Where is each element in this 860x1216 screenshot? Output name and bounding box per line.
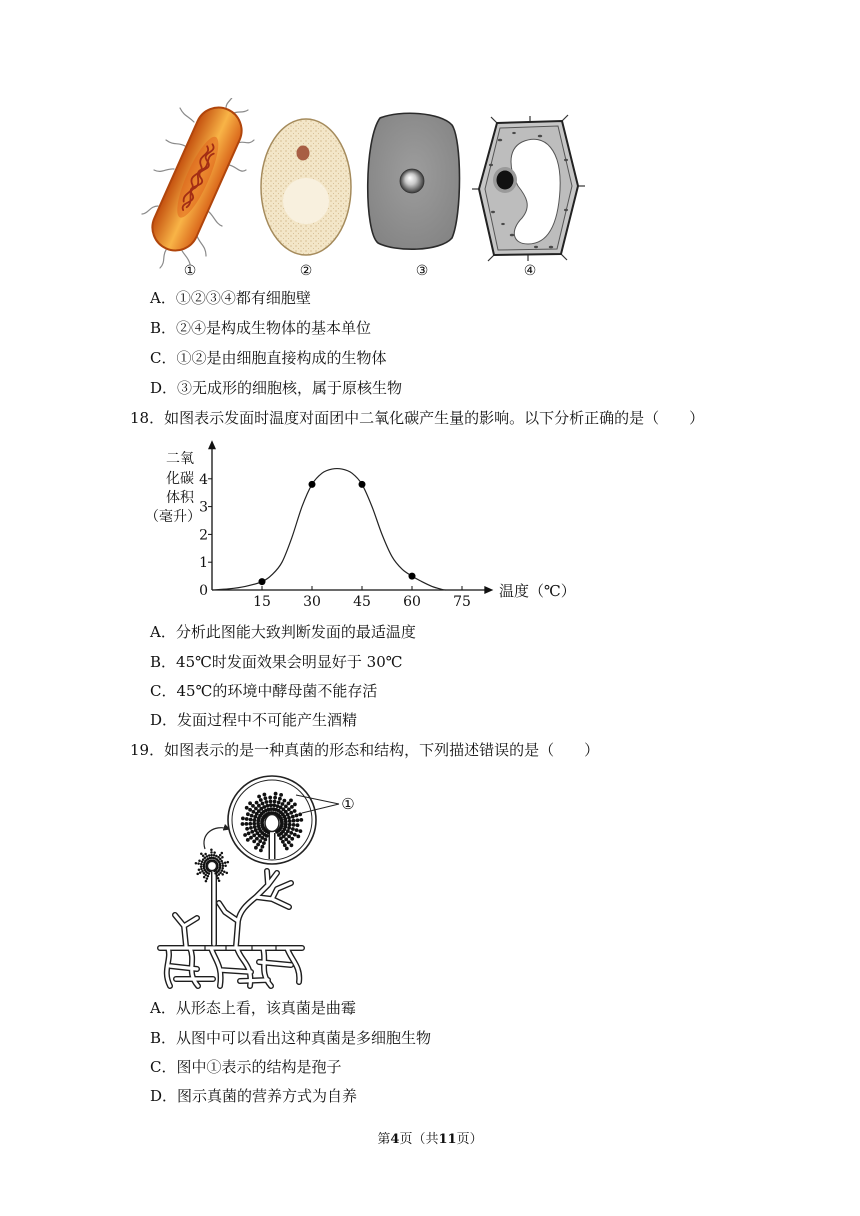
y-axis-label-line-4: （毫升） (145, 509, 201, 525)
q18-option-a: A．分析此图能大致判断发面的最适温度 (150, 623, 416, 641)
data-point-30 (309, 481, 316, 488)
cell-label-1: ① (183, 263, 197, 279)
cell-label-3: ③ (415, 263, 429, 279)
cell-label-4: ④ (523, 263, 537, 279)
q17-option-b: B．②④是构成生物体的基本单位 (150, 319, 372, 337)
q19-option-a: A．从形态上看，该真菌是曲霉 (150, 999, 356, 1017)
q17-option-d: D．③无成形的细胞核，属于原核生物 (150, 379, 403, 397)
y-tick-label-4: 4 (199, 471, 208, 488)
co2-curve-line (212, 469, 445, 590)
x-tick-label-15: 15 (253, 594, 271, 610)
q17-cell-figure (140, 98, 590, 283)
x-tick-label-75: 75 (453, 594, 471, 610)
q19-stem: 19．如图表示的是一种真菌的形态和结构，下列描述错误的是（ ） (130, 741, 600, 759)
q18-option-d: D．发面过程中不可能产生酒精 (150, 711, 358, 729)
bacterium-cell-image (142, 98, 254, 268)
spore-label: ① (341, 795, 355, 813)
hyphae (160, 871, 302, 986)
x-tick-label-60: 60 (403, 594, 421, 610)
y-tick-label-1: 1 (199, 555, 208, 572)
fungus-figure (150, 770, 365, 992)
data-point-60 (409, 573, 416, 580)
y-axis-label-line-3: 体积 (166, 490, 194, 506)
q18-option-c: C．45℃的环境中酵母菌不能存活 (150, 682, 378, 700)
q19-option-c: C．图中①表示的结构是孢子 (150, 1058, 342, 1076)
y-axis-label-line-2: 化碳 (166, 471, 194, 487)
footer-middle: 页（共 (399, 1132, 439, 1147)
y-tick-label-3: 3 (199, 499, 208, 516)
yeast-cell-image (261, 119, 351, 255)
x-tick-label-30: 30 (303, 594, 321, 610)
gray-cell-image (368, 113, 460, 249)
y-tick-label-2: 2 (199, 527, 208, 544)
x-axis-label: 温度（℃） (499, 582, 576, 600)
q17-option-a: A．①②③④都有细胞壁 (150, 289, 311, 307)
temperature-co2-chart (140, 436, 590, 615)
q18-option-b: B．45℃时发面效果会明显好于 30℃ (150, 653, 403, 671)
q18-stem: 18．如图表示发面时温度对面团中二氧化碳产生量的影响。以下分析正确的是（ ） (130, 409, 705, 427)
q19-option-b: B．从图中可以看出这种真菌是多细胞生物 (150, 1029, 432, 1047)
q19-option-d: D．图示真菌的营养方式为自养 (150, 1087, 358, 1105)
footer-total-pages: 11 (438, 1132, 457, 1147)
footer-suffix: 页） (456, 1132, 483, 1147)
y-axis-label-line-1: 二氧 (166, 451, 194, 467)
magnify-arrow-icon (204, 828, 229, 849)
y-axis-arrow-icon (208, 440, 216, 449)
plant-cell-image (472, 115, 585, 261)
data-point-45 (359, 481, 366, 488)
y-tick-label-0: 0 (199, 583, 208, 599)
q17-option-c: C．①②是由细胞直接构成的生物体 (150, 349, 387, 367)
x-axis-arrow-icon (484, 586, 493, 594)
magnified-conidial-head (228, 776, 316, 864)
page-footer (0, 1131, 860, 1149)
data-point-15 (259, 578, 266, 585)
footer-page-number: 4 (390, 1132, 400, 1147)
cell-label-2: ② (299, 263, 313, 279)
x-tick-label-45: 45 (353, 594, 371, 610)
footer-prefix: 第 (377, 1132, 391, 1147)
